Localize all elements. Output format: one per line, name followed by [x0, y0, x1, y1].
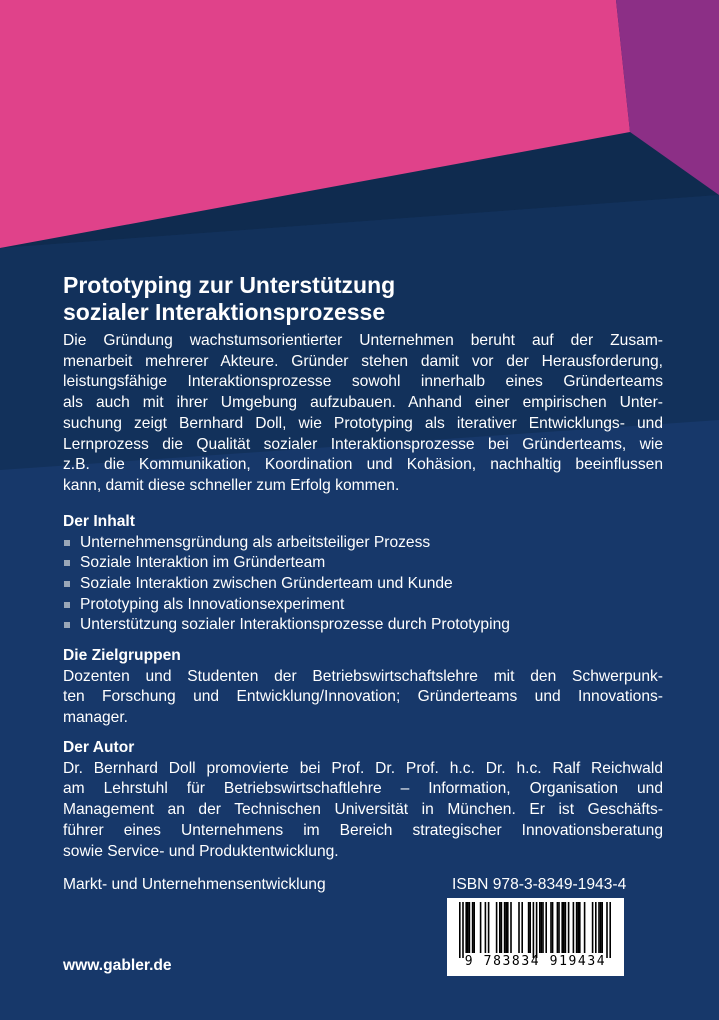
- inhalt-list-item: Unternehmensgründung als arbeitsteiliger Prozess: [63, 533, 663, 554]
- intro-line: leistungsfähige Interaktionsprozesse sowohl innerhalb eines Gründerteams: [63, 373, 663, 391]
- zielgruppen-section: [63, 646, 663, 729]
- barcode-bar: [568, 902, 570, 953]
- intro-line: als auch mit ihrer Umgebung aufzubauen. Anhand einer empirischen Unter-: [63, 394, 663, 412]
- barcode-bars: [447, 898, 624, 958]
- zielgruppen-line: ten Forschung und Entwicklung/Innovation; Gründerteams und Innovations-: [63, 688, 663, 706]
- barcode-bar: [598, 902, 600, 953]
- inhalt-list-item: Prototyping als Innovationsexperiment: [63, 595, 663, 616]
- autor-line: am Lehrstuhl für Betriebswirtschaftlehre – Information, Organisation und: [63, 780, 663, 798]
- barcode-bar: [504, 902, 506, 953]
- barcode-bar: [539, 902, 541, 953]
- barcode-bar: [518, 902, 520, 953]
- barcode-bar: [577, 902, 579, 953]
- barcode-bar: [533, 902, 535, 958]
- series-name: Markt- und Unternehmensentwicklung: [63, 876, 326, 893]
- barcode-bar: [600, 902, 602, 953]
- barcode-bar: [529, 902, 531, 953]
- barcode-bar: [595, 902, 597, 953]
- intro-line: Die Gründung wachstumsorientierter Unternehmen beruht auf der Zusam-: [63, 332, 663, 349]
- barcode-bar: [541, 902, 543, 953]
- barcode-bar: [462, 902, 464, 958]
- barcode-bar: [565, 902, 567, 953]
- barcode-bar: [573, 902, 575, 953]
- barcode-bar: [545, 902, 547, 953]
- barcode-bar: [485, 902, 487, 953]
- intro-line: Lernprozess die Qualität sozialer Interaktionsprozesse bei Gründerteams, wie: [63, 435, 663, 453]
- inhalt-heading: Der Inhalt: [63, 513, 135, 530]
- barcode-bar: [542, 902, 544, 953]
- barcode-bar: [536, 902, 538, 958]
- intro-line: suchung zeigt Bernhard Doll, wie Prototyping als iterativer Entwicklungs- und: [63, 414, 663, 432]
- autor-heading: Der Autor: [63, 739, 135, 756]
- barcode-bar: [505, 902, 507, 953]
- inhalt-list: [63, 533, 663, 636]
- inhalt-section: [63, 512, 663, 636]
- barcode-bar: [561, 902, 563, 953]
- barcode-bar: [576, 902, 578, 953]
- zielgruppen-line: manager.: [63, 709, 129, 727]
- intro-line: z.B. die Kommunikation, Koordination und Kohäsion, nachhaltig beeinflussen: [63, 456, 663, 474]
- intro-paragraph: [63, 331, 663, 497]
- zielgruppen-heading: Die Zielgruppen: [63, 647, 181, 664]
- autor-line: Management an der Technischen Universität in München. Er ist Geschäfts-: [63, 801, 663, 819]
- barcode: [447, 898, 624, 976]
- book-title: [63, 272, 663, 326]
- barcode-bar: [528, 902, 530, 953]
- barcode-bar: [510, 902, 512, 953]
- barcode-bar: [584, 902, 586, 953]
- autor-line: führer eines Unternehmens im Bereich strategischer Innovationsberatung: [63, 821, 663, 839]
- intro-line: menarbeit mehrerer Akteure. Gründer stehen damit vor der Herausforderung,: [63, 352, 663, 370]
- barcode-bar: [552, 902, 554, 953]
- barcode-bar: [579, 902, 581, 953]
- barcode-bar: [499, 902, 501, 953]
- intro-line: kann, damit diese schneller zum Erfolg kommen.: [63, 476, 400, 494]
- barcode-bar: [488, 902, 490, 953]
- barcode-digits: 9 783834 919434: [464, 954, 607, 969]
- book-title-line-1: Prototyping zur Unterstützung: [63, 272, 396, 298]
- barcode-bar: [550, 902, 552, 953]
- isbn-text: ISBN 978-3-8349-1943-4: [452, 876, 627, 893]
- barcode-bar: [469, 902, 471, 953]
- zielgruppen-line: Dozenten und Studenten der Betriebswirtschaftslehre mit den Schwerpunk-: [63, 667, 663, 685]
- inhalt-list-item: Soziale Interaktion im Gründerteam: [63, 553, 663, 574]
- book-title-line-2: sozialer Interaktionsprozesse: [63, 299, 386, 325]
- autor-line: sowie Service- und Produktentwicklung.: [63, 842, 339, 860]
- barcode-bar: [609, 902, 611, 958]
- barcode-bar: [472, 902, 474, 953]
- autor-line: Dr. Bernhard Doll promovierte bei Prof. Dr. Prof. h.c. Dr. h.c. Ralf Reichwald: [63, 759, 663, 777]
- barcode-bar: [601, 902, 603, 953]
- barcode-bar: [473, 902, 475, 953]
- barcode-bar: [557, 902, 559, 953]
- barcode-bar: [507, 902, 509, 953]
- inhalt-list-item: Unterstützung sozialer Interaktionsprozesse durch Prototyping: [63, 615, 663, 636]
- barcode-bar: [521, 902, 523, 953]
- barcode-bar: [465, 902, 467, 953]
- purple-shape: [616, 0, 719, 195]
- barcode-bar: [606, 902, 608, 958]
- inhalt-list-item: Soziale Interaktion zwischen Gründerteam und Kunde: [63, 574, 663, 595]
- barcode-bar: [501, 902, 503, 953]
- barcode-bar: [558, 902, 560, 953]
- barcode-bar: [459, 902, 461, 958]
- autor-section: [63, 738, 663, 862]
- publisher-website: www.gabler.de: [63, 957, 172, 974]
- barcode-bar: [496, 902, 498, 953]
- barcode-bar: [592, 902, 594, 953]
- barcode-bar: [467, 902, 469, 953]
- barcode-bar: [563, 902, 565, 953]
- barcode-bar: [480, 902, 482, 953]
